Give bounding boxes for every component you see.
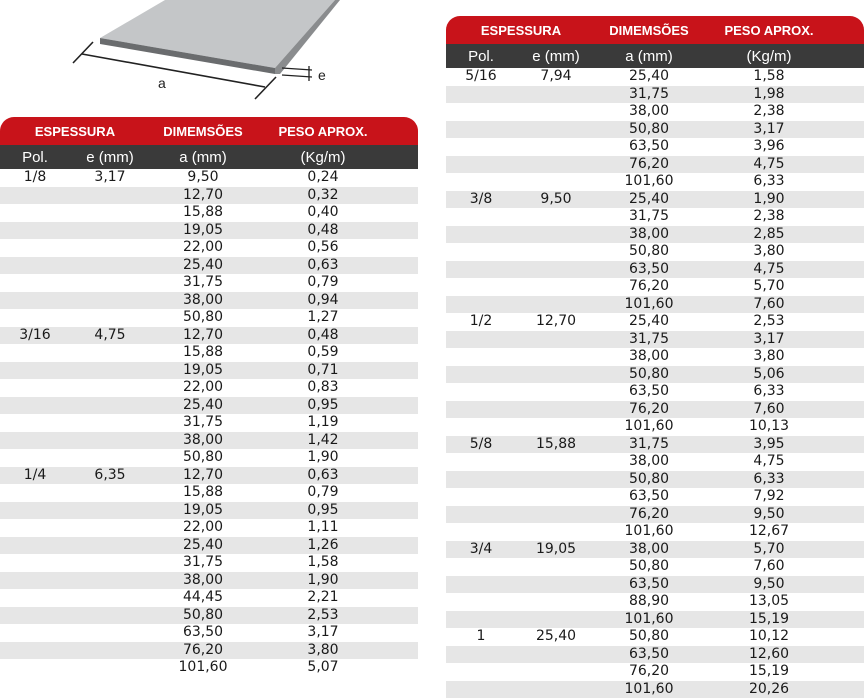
weight-table-right [446, 16, 864, 698]
cell-a-mm: 31,75 [596, 436, 702, 453]
cell-a-mm: 25,40 [150, 537, 256, 554]
cell-a-mm: 101,60 [596, 681, 702, 698]
cell-peso: 9,50 [702, 576, 836, 593]
cell-pol: 3/4 [446, 541, 516, 558]
cell-a-mm: 31,75 [596, 331, 702, 348]
cell-peso: 10,12 [702, 628, 836, 645]
cell-a-mm: 31,75 [596, 86, 702, 103]
cell-a-mm: 63,50 [596, 576, 702, 593]
cell-e-mm: 3,17 [70, 169, 150, 186]
header-peso: PESO APROX. [256, 124, 390, 139]
cell-peso: 1,90 [256, 449, 390, 466]
cell-peso: 5,07 [256, 659, 390, 676]
cell-a-mm: 31,75 [150, 414, 256, 431]
table-row [0, 257, 418, 275]
table-row [0, 187, 418, 205]
cell-a-mm: 50,80 [596, 121, 702, 138]
table-row [446, 471, 864, 489]
cell-peso: 0,48 [256, 327, 390, 344]
table-row [0, 414, 418, 432]
cell-a-mm: 25,40 [596, 68, 702, 85]
cell-peso: 3,80 [702, 348, 836, 365]
table-header-units [446, 44, 864, 68]
header-kg-m: (Kg/m) [256, 149, 390, 166]
table-row [0, 537, 418, 555]
table-row [446, 593, 864, 611]
cell-peso: 1,98 [702, 86, 836, 103]
header-a-mm: a (mm) [596, 48, 702, 65]
cell-peso: 0,95 [256, 502, 390, 519]
cell-peso: 0,63 [256, 467, 390, 484]
header-kg-m: (Kg/m) [702, 48, 836, 65]
cell-peso: 20,26 [702, 681, 836, 698]
cell-a-mm: 50,80 [150, 607, 256, 624]
cell-peso: 2,85 [702, 226, 836, 243]
table-row [0, 274, 418, 292]
cell-peso: 4,75 [702, 261, 836, 278]
cell-a-mm: 50,80 [150, 309, 256, 326]
dimension-e-top [282, 68, 312, 70]
cell-a-mm: 76,20 [596, 506, 702, 523]
cell-peso: 3,80 [256, 642, 390, 659]
table-row [0, 519, 418, 537]
table-row [0, 379, 418, 397]
label-a: a [158, 75, 166, 91]
table-row [446, 488, 864, 506]
cell-peso: 3,80 [702, 243, 836, 260]
table-row [0, 292, 418, 310]
dimension-e-bottom [282, 75, 312, 77]
table-row [0, 239, 418, 257]
cell-a-mm: 63,50 [596, 646, 702, 663]
table-row [446, 173, 864, 191]
cell-a-mm: 38,00 [596, 103, 702, 120]
cell-peso: 10,13 [702, 418, 836, 435]
cell-peso: 0,24 [256, 169, 390, 186]
cell-a-mm: 50,80 [596, 558, 702, 575]
table-row [446, 558, 864, 576]
header-pol: Pol. [0, 149, 70, 166]
cell-a-mm: 63,50 [150, 624, 256, 641]
cell-peso: 1,11 [256, 519, 390, 536]
cell-a-mm: 31,75 [596, 208, 702, 225]
cell-a-mm: 76,20 [596, 156, 702, 173]
cell-peso: 5,70 [702, 541, 836, 558]
cell-peso: 15,19 [702, 663, 836, 680]
table-row [0, 327, 418, 345]
cell-peso: 0,79 [256, 274, 390, 291]
table-header-groups [0, 117, 418, 145]
table-row [0, 589, 418, 607]
cell-a-mm: 76,20 [596, 401, 702, 418]
table-row [0, 642, 418, 660]
table-row [446, 138, 864, 156]
cell-peso: 12,67 [702, 523, 836, 540]
table-row [0, 309, 418, 327]
cell-pol: 1/4 [0, 467, 70, 484]
cell-peso: 2,53 [256, 607, 390, 624]
cell-e-mm: 12,70 [516, 313, 596, 330]
table-row [446, 313, 864, 331]
cell-peso: 7,60 [702, 558, 836, 575]
cell-peso: 0,32 [256, 187, 390, 204]
cell-peso: 0,48 [256, 222, 390, 239]
cell-a-mm: 63,50 [596, 138, 702, 155]
table-row [0, 397, 418, 415]
cell-peso: 9,50 [702, 506, 836, 523]
cell-a-mm: 101,60 [596, 296, 702, 313]
table-row [446, 103, 864, 121]
table-row [446, 611, 864, 629]
cell-peso: 1,19 [256, 414, 390, 431]
cell-a-mm: 50,80 [150, 449, 256, 466]
cell-e-mm: 19,05 [516, 541, 596, 558]
cell-e-mm: 25,40 [516, 628, 596, 645]
table-row [0, 484, 418, 502]
cell-a-mm: 25,40 [596, 313, 702, 330]
cell-peso: 15,19 [702, 611, 836, 628]
cell-peso: 5,06 [702, 366, 836, 383]
cell-a-mm: 12,70 [150, 187, 256, 204]
cell-peso: 3,95 [702, 436, 836, 453]
table-row [446, 453, 864, 471]
table-row [446, 366, 864, 384]
table-row [0, 344, 418, 362]
header-a-mm: a (mm) [150, 149, 256, 166]
cell-a-mm: 31,75 [150, 274, 256, 291]
cell-e-mm: 7,94 [516, 68, 596, 85]
cell-peso: 2,38 [702, 103, 836, 120]
table-row [446, 576, 864, 594]
cell-peso: 0,40 [256, 204, 390, 221]
cell-a-mm: 19,05 [150, 362, 256, 379]
table-body [446, 68, 864, 698]
weight-table-left [0, 117, 418, 677]
cell-a-mm: 31,75 [150, 554, 256, 571]
table-row [446, 156, 864, 174]
header-peso: PESO APROX. [702, 23, 836, 38]
cell-peso: 1,26 [256, 537, 390, 554]
cell-a-mm: 50,80 [596, 628, 702, 645]
table-row [446, 646, 864, 664]
table-row [446, 523, 864, 541]
table-row [446, 86, 864, 104]
cell-peso: 5,70 [702, 278, 836, 295]
cell-a-mm: 22,00 [150, 239, 256, 256]
cell-peso: 1,42 [256, 432, 390, 449]
cell-a-mm: 63,50 [596, 261, 702, 278]
cell-peso: 7,92 [702, 488, 836, 505]
cell-peso: 1,27 [256, 309, 390, 326]
cell-peso: 0,95 [256, 397, 390, 414]
cell-a-mm: 88,90 [596, 593, 702, 610]
cell-peso: 1,90 [702, 191, 836, 208]
table-row [446, 261, 864, 279]
cell-peso: 13,05 [702, 593, 836, 610]
cell-a-mm: 9,50 [150, 169, 256, 186]
header-e-mm: e (mm) [516, 48, 596, 65]
table-row [446, 331, 864, 349]
cell-pol: 1/2 [446, 313, 516, 330]
table-row [446, 541, 864, 559]
cell-peso: 3,17 [702, 121, 836, 138]
header-dimensoes: DIMEMSÕES [596, 23, 702, 38]
dimension-tick-a-left [73, 42, 93, 63]
cell-a-mm: 101,60 [596, 418, 702, 435]
table-row [446, 436, 864, 454]
table-row [446, 383, 864, 401]
table-row [446, 226, 864, 244]
cell-pol: 5/8 [446, 436, 516, 453]
table-row [446, 68, 864, 86]
cell-a-mm: 76,20 [150, 642, 256, 659]
cell-peso: 3,17 [256, 624, 390, 641]
table-row [0, 659, 418, 677]
cell-e-mm: 6,35 [70, 467, 150, 484]
cell-a-mm: 38,00 [150, 292, 256, 309]
cell-a-mm: 25,40 [150, 397, 256, 414]
cell-a-mm: 19,05 [150, 222, 256, 239]
table-row [0, 169, 418, 187]
cell-a-mm: 38,00 [150, 432, 256, 449]
table-header-units [0, 145, 418, 169]
cell-peso: 6,33 [702, 383, 836, 400]
cell-peso: 3,17 [702, 331, 836, 348]
table-row [446, 296, 864, 314]
cell-a-mm: 25,40 [596, 191, 702, 208]
cell-pol: 1/8 [0, 169, 70, 186]
cell-e-mm: 15,88 [516, 436, 596, 453]
cell-a-mm: 63,50 [596, 488, 702, 505]
cell-a-mm: 50,80 [596, 366, 702, 383]
cell-peso: 6,33 [702, 471, 836, 488]
dimension-tick-a-right [255, 77, 276, 99]
table-row [446, 506, 864, 524]
cell-a-mm: 19,05 [150, 502, 256, 519]
cell-peso: 1,90 [256, 572, 390, 589]
header-e-mm: e (mm) [70, 149, 150, 166]
table-row [446, 418, 864, 436]
cell-pol: 3/8 [446, 191, 516, 208]
cell-peso: 0,63 [256, 257, 390, 274]
cell-a-mm: 25,40 [150, 257, 256, 274]
cell-pol: 5/16 [446, 68, 516, 85]
table-row [0, 449, 418, 467]
header-pol: Pol. [446, 48, 516, 65]
flat-bar-diagram [60, 0, 390, 110]
table-row [0, 624, 418, 642]
cell-a-mm: 38,00 [596, 226, 702, 243]
cell-a-mm: 38,00 [596, 348, 702, 365]
table-row [0, 432, 418, 450]
cell-a-mm: 101,60 [150, 659, 256, 676]
header-espessura: ESPESSURA [0, 124, 150, 139]
table-row [0, 502, 418, 520]
cell-peso: 4,75 [702, 156, 836, 173]
table-row [446, 628, 864, 646]
cell-peso: 2,53 [702, 313, 836, 330]
table-row [0, 467, 418, 485]
cell-a-mm: 15,88 [150, 204, 256, 221]
cell-peso: 0,94 [256, 292, 390, 309]
cell-a-mm: 50,80 [596, 243, 702, 260]
table-row [446, 243, 864, 261]
table-body [0, 169, 418, 677]
cell-a-mm: 22,00 [150, 379, 256, 396]
cell-peso: 3,96 [702, 138, 836, 155]
table-row [0, 222, 418, 240]
cell-a-mm: 101,60 [596, 611, 702, 628]
cell-pol: 1 [446, 628, 516, 645]
cell-peso: 2,38 [702, 208, 836, 225]
cell-a-mm: 12,70 [150, 467, 256, 484]
cell-peso: 1,58 [256, 554, 390, 571]
table-row [0, 362, 418, 380]
cell-a-mm: 38,00 [596, 541, 702, 558]
label-e: e [318, 67, 326, 83]
cell-a-mm: 101,60 [596, 523, 702, 540]
cell-a-mm: 38,00 [150, 572, 256, 589]
cell-a-mm: 15,88 [150, 484, 256, 501]
table-row [0, 554, 418, 572]
cell-a-mm: 76,20 [596, 278, 702, 295]
table-row [446, 191, 864, 209]
cell-e-mm: 9,50 [516, 191, 596, 208]
cell-peso: 12,60 [702, 646, 836, 663]
cell-peso: 0,83 [256, 379, 390, 396]
table-row [446, 348, 864, 366]
cell-a-mm: 12,70 [150, 327, 256, 344]
cell-peso: 0,71 [256, 362, 390, 379]
bar-top-face [100, 0, 335, 68]
cell-a-mm: 44,45 [150, 589, 256, 606]
table-row [446, 401, 864, 419]
cell-peso: 0,56 [256, 239, 390, 256]
cell-peso: 0,79 [256, 484, 390, 501]
header-espessura: ESPESSURA [446, 23, 596, 38]
cell-a-mm: 15,88 [150, 344, 256, 361]
cell-a-mm: 76,20 [596, 663, 702, 680]
cell-e-mm: 4,75 [70, 327, 150, 344]
table-row [446, 208, 864, 226]
table-row [0, 607, 418, 625]
cell-peso: 1,58 [702, 68, 836, 85]
cell-peso: 7,60 [702, 296, 836, 313]
cell-peso: 4,75 [702, 453, 836, 470]
cell-a-mm: 22,00 [150, 519, 256, 536]
table-row [446, 121, 864, 139]
cell-peso: 2,21 [256, 589, 390, 606]
cell-peso: 6,33 [702, 173, 836, 190]
cell-a-mm: 38,00 [596, 453, 702, 470]
table-row [446, 681, 864, 698]
cell-a-mm: 50,80 [596, 471, 702, 488]
table-row [446, 278, 864, 296]
table-row [0, 572, 418, 590]
cell-a-mm: 63,50 [596, 383, 702, 400]
cell-peso: 7,60 [702, 401, 836, 418]
table-row [446, 663, 864, 681]
table-row [0, 204, 418, 222]
table-header-groups [446, 16, 864, 44]
cell-a-mm: 101,60 [596, 173, 702, 190]
cell-peso: 0,59 [256, 344, 390, 361]
header-dimensoes: DIMEMSÕES [150, 124, 256, 139]
cell-pol: 3/16 [0, 327, 70, 344]
